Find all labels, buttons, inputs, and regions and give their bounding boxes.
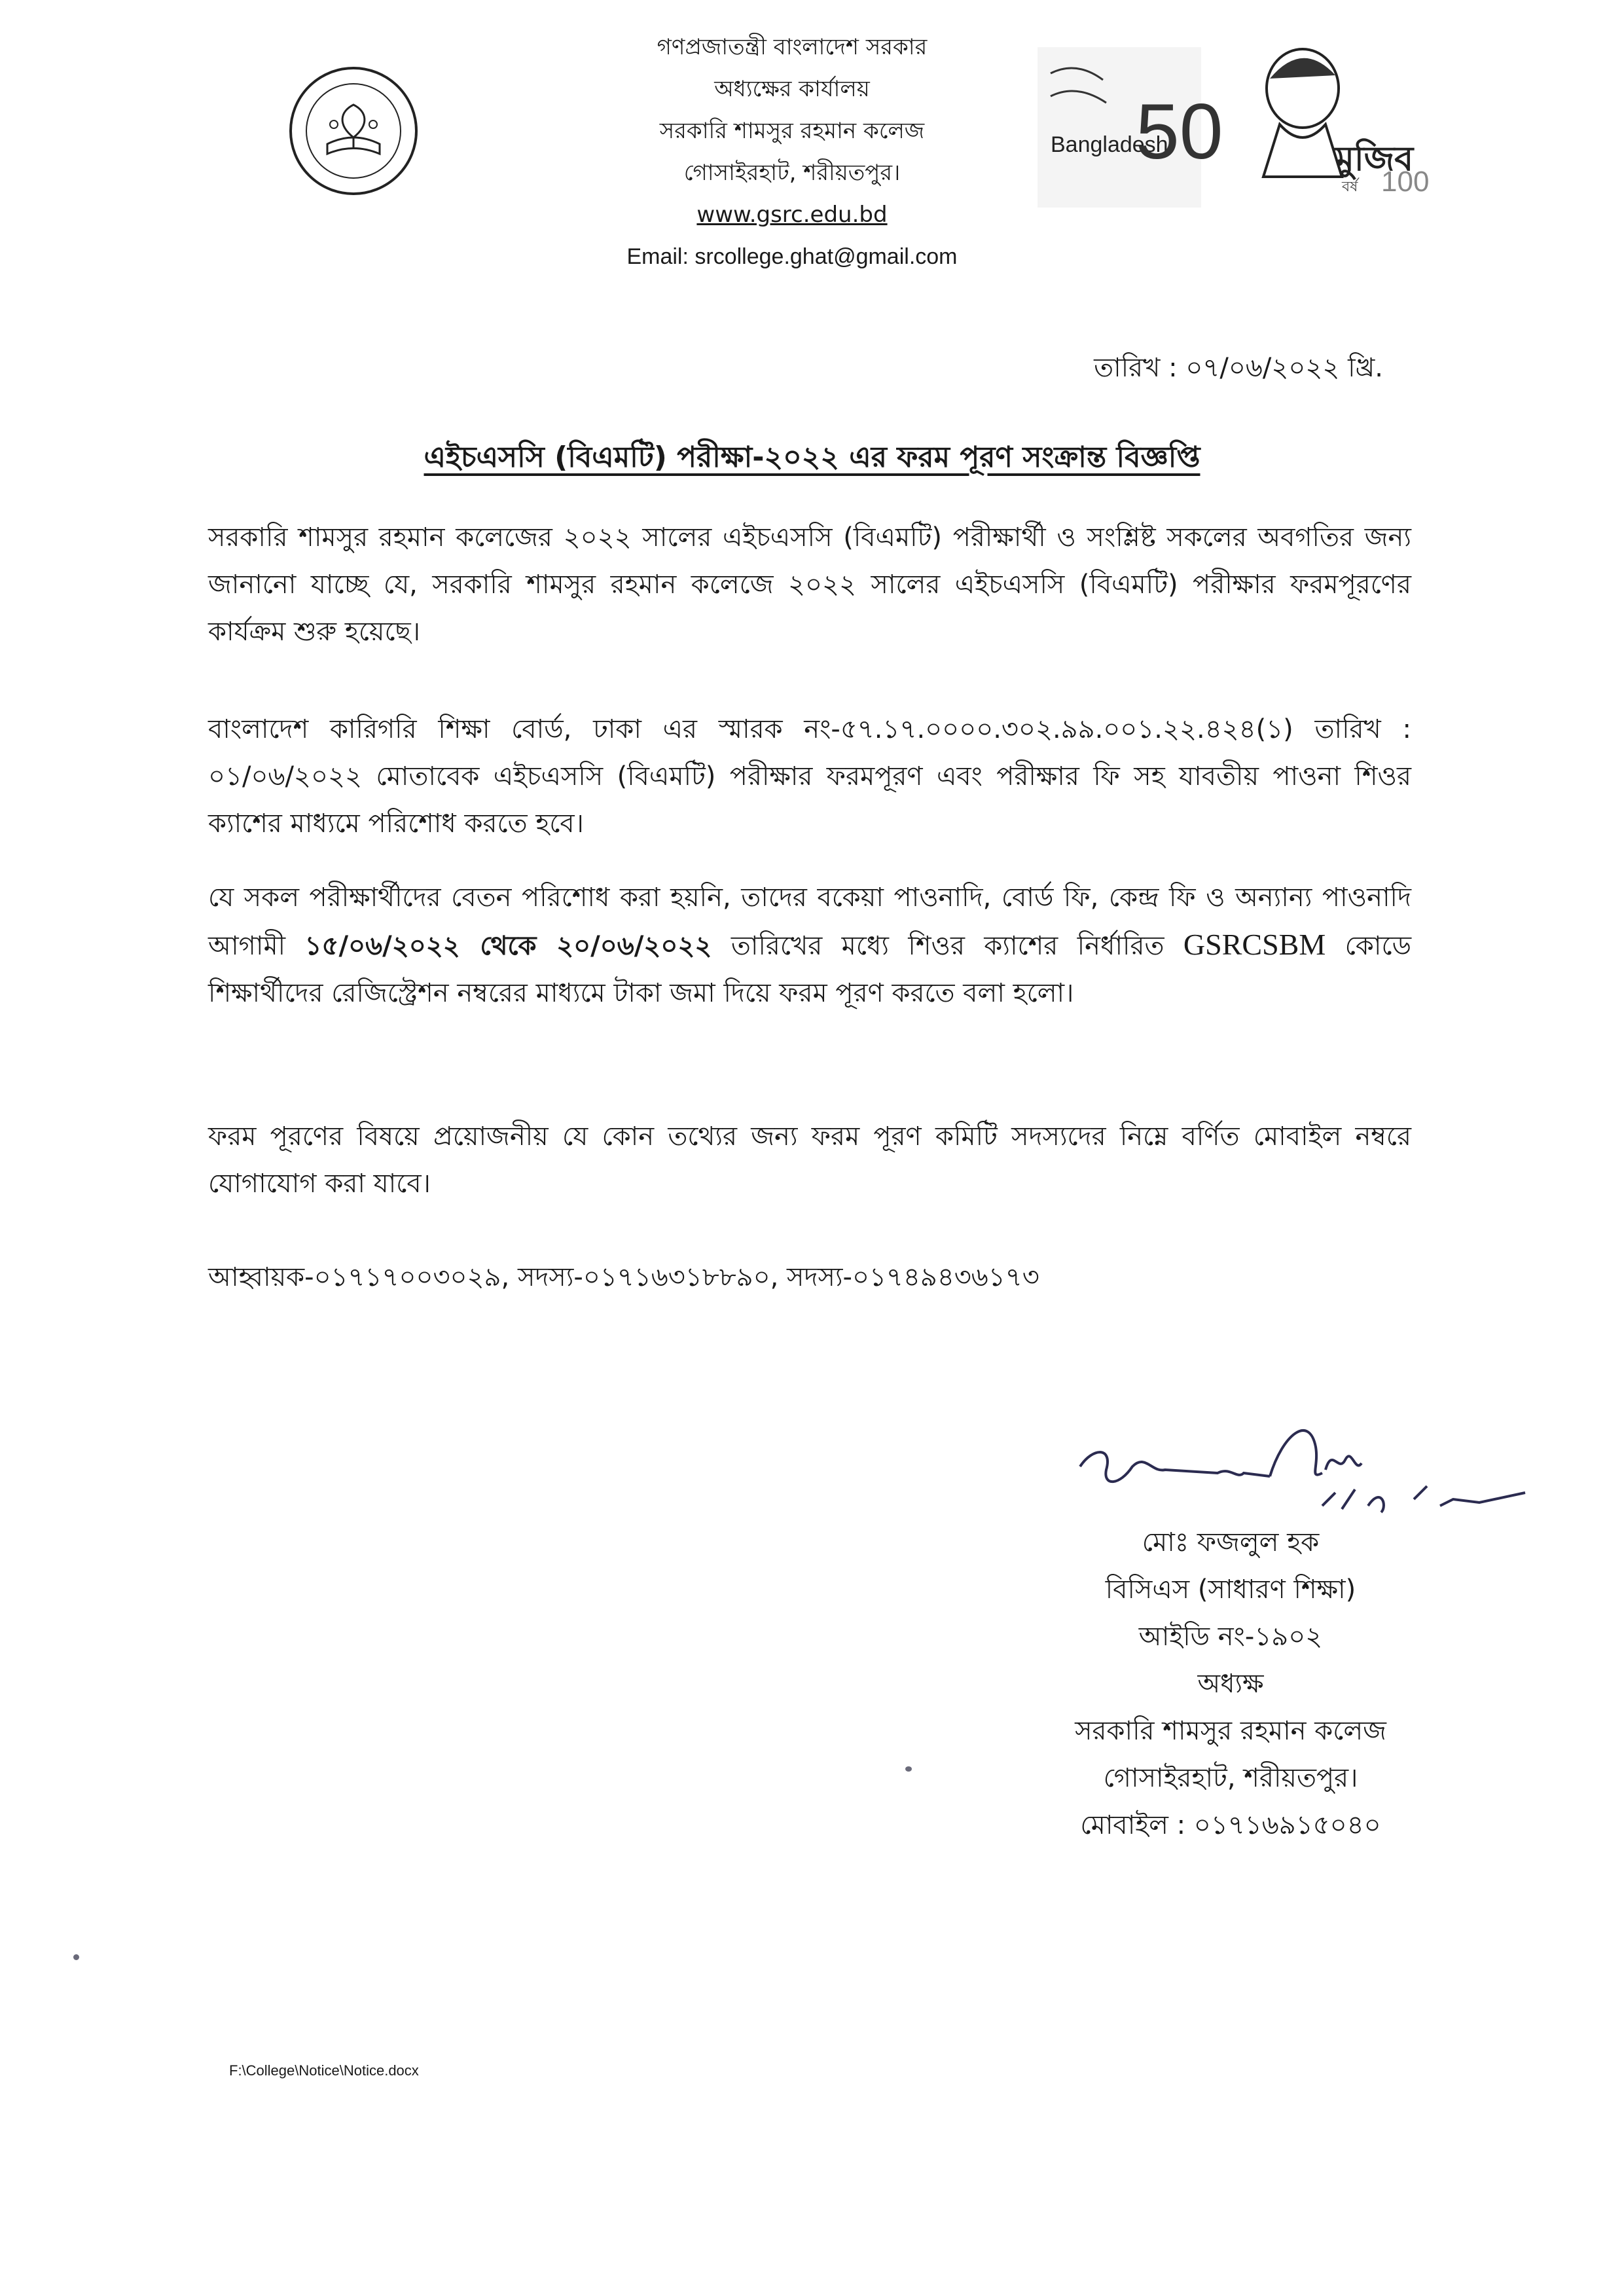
payment-code: GSRCSBM [1183, 928, 1326, 961]
paragraph-board-memo: বাংলাদেশ কারিগরি শিক্ষা বোর্ড, ঢাকা এর স্মারক নং-৫৭.১৭.০০০০.৩০২.৯৯.০০১.২২.৪২৪(১) তারিখ : ০১/০৬/২০২২ মোতাবেক এইচএসসি (বিএমটি) পরীক্ষার ফরমপূরণ এবং পরীক্ষার ফি সহ যাবতীয় পাওনা শিওর ক্যাশের মাধ্যমে পরিশোধ করতে হবে। [208, 714, 1411, 839]
signatory-cadre: বিসিএস (সাধারণ শিক্ষা) [1105, 1575, 1356, 1605]
scan-speck [73, 1954, 79, 1960]
college-seal-icon [288, 65, 419, 196]
bangladesh-50-logo [1038, 47, 1223, 208]
letterhead [497, 26, 1087, 278]
office-name: অধ্যক্ষের কার্যালয় [714, 76, 870, 102]
signatory-mobile: মোবাইল : ০১৭১৬৯১৫০৪০ [1080, 1810, 1381, 1840]
government-name: গণপ্রজাতন্ত্রী বাংলাদেশ সরকার [657, 34, 928, 60]
paragraph-payment-instructions [208, 874, 1411, 1017]
website-link[interactable]: www.gsrc.edu.bd [696, 202, 888, 228]
payment-date-range: ১৫/০৬/২০২২ থেকে ২০/০৬/২০২২ [304, 931, 712, 961]
signatory-block [1047, 1519, 1414, 1849]
signatory-id: আইডি নং-১৯০২ [1138, 1622, 1323, 1652]
signatory-name: মোঃ ফজলুল হক [1142, 1527, 1320, 1558]
mujib-logo-number: 100 [1381, 166, 1430, 198]
notice-title: এইচএসসি (বিএমটি) পরীক্ষা-২০২২ এর ফরম পূরণ সংক্রান্ত বিজ্ঞপ্তি [424, 441, 1200, 474]
payment-text-part3: কোডে শিক্ষার্থীদের রেজিস্ট্রেশন নম্বরের মাধ্যমে টাকা জমা দিয়ে ফরম পূরণ করতে বলা হলো। [208, 931, 1412, 1008]
mujib-logo-text: মুজিব [1335, 139, 1414, 179]
email-address: Email: srcollege.ghat@gmail.com [626, 244, 958, 269]
mujib-logo-sub: বর্ষ [1342, 179, 1358, 195]
payment-text-part2: তারিখের মধ্যে শিওর ক্যাশের নির্ধারিত [712, 931, 1183, 961]
handwritten-signature [1074, 1408, 1532, 1519]
file-path-footer: F:\College\Notice\Notice.docx [229, 2062, 419, 2079]
signatory-location: গোসাইরহাট, শরীয়তপুর। [1103, 1763, 1358, 1793]
bangladesh-logo-number: 50 [1136, 88, 1223, 175]
payment-text-part1: যে সকল পরীক্ষার্থীদের বেতন পরিশোধ করা হয়নি, তাদের বকেয়া পাওনাদি, বোর্ড ফি, কেন্দ্র ফি ও অন্যান্য পাওনাদি আগামী [208, 883, 1411, 961]
committee-contacts: আহ্বায়ক-০১৭১৭০০৩০২৯, সদস্য-০১৭১৬৩১৮৮৯০, সদস্য-০১৭৪৯৪৩৬১৭৩ [208, 1262, 1039, 1292]
bangladesh-logo-text: Bangladesh [1051, 132, 1168, 157]
paragraph-intro: সরকারি শামসুর রহমান কলেজের ২০২২ সালের এইচএসসি (বিএমটি) পরীক্ষার্থী ও সংশ্লিষ্ট সকলের অবগতির জন্য জানানো যাচ্ছে যে, সরকারি শামসুর রহমান কলেজে ২০২২ সালের এইচএসসি (বিএমটি) পরীক্ষার ফরমপূরণের কার্যক্রম শুরু হয়েছে। [208, 522, 1411, 647]
paragraph-contact-info: ফরম পূরণের বিষয়ে প্রয়োজনীয় যে কোন তথ্যের জন্য ফরম পূরণ কমিটি সদস্যদের নিম্নে বর্ণিত মোবাইল নম্বরে যোগাযোগ করা যাবে। [208, 1121, 1411, 1199]
college-name: সরকারি শামসুর রহমান কলেজ [659, 118, 925, 144]
signatory-role: অধ্যক্ষ [1197, 1669, 1264, 1699]
mujib-borsho-logo [1244, 39, 1440, 196]
signatory-college: সরকারি শামসুর রহমান কলেজ [1075, 1716, 1386, 1746]
scan-speck [905, 1766, 912, 1772]
notice-date: তারিখ : ০৭/০৬/২০২২ খ্রি. [1094, 353, 1383, 383]
college-address: গোসাইরহাট, শরীয়তপুর। [683, 160, 901, 186]
